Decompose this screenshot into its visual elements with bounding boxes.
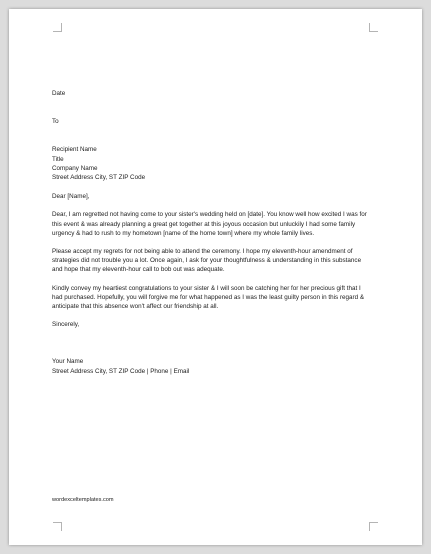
salutation: Dear [Name], [52, 193, 90, 201]
sender-name: Your Name [52, 358, 84, 366]
closing: Sincerely, [52, 321, 80, 329]
letter-body [52, 89, 367, 376]
sender-contact: Street Address City, ST ZIP Code | Phone | Email [52, 367, 190, 375]
body-paragraph: Please accept my regrets for not being able to attend the ceremony. I hope my eleventh-hour amendment of strategies did not trouble you a lot. Once again, I ask for your thoughtfulness & understanding in this substance and hope that my eleventh-hour call to bob out was adequate. [52, 248, 362, 274]
margin-marker-bottom-left [53, 522, 62, 531]
margin-marker-bottom-right [369, 522, 378, 531]
recipient-address: Street Address City, ST ZIP Code [52, 174, 146, 182]
body-paragraph: Dear, I am regretted not having come to your sister's wedding held on [date]. You know well how excited I was for this event & was already planning a great get together at this joyous occasion but unluckily I had some family urgency & had to rush to my hometown [name of the home town] where my whole family lives. [52, 211, 367, 237]
recipient-title: Title [52, 155, 64, 163]
letter-date: Date [52, 90, 66, 97]
sender-block [52, 357, 367, 375]
letter-to: To [52, 118, 59, 126]
recipient-block [52, 145, 367, 182]
recipient-company: Company Name [52, 164, 98, 172]
recipient-name: Recipient Name [52, 146, 97, 154]
margin-marker-top-left [53, 23, 62, 32]
body-paragraph: Kindly convey my heartiest congratulations to your sister & I will soon be catching her for her precious gift that I had purchased. Hopefully, you will forgive me for what happened as I was the least guilty person in this regard & anticipate that this absence won't affect our friendship at all. [52, 284, 365, 311]
footer-site: wordexceltemplates.com [52, 497, 114, 503]
margin-marker-top-right [369, 23, 378, 32]
